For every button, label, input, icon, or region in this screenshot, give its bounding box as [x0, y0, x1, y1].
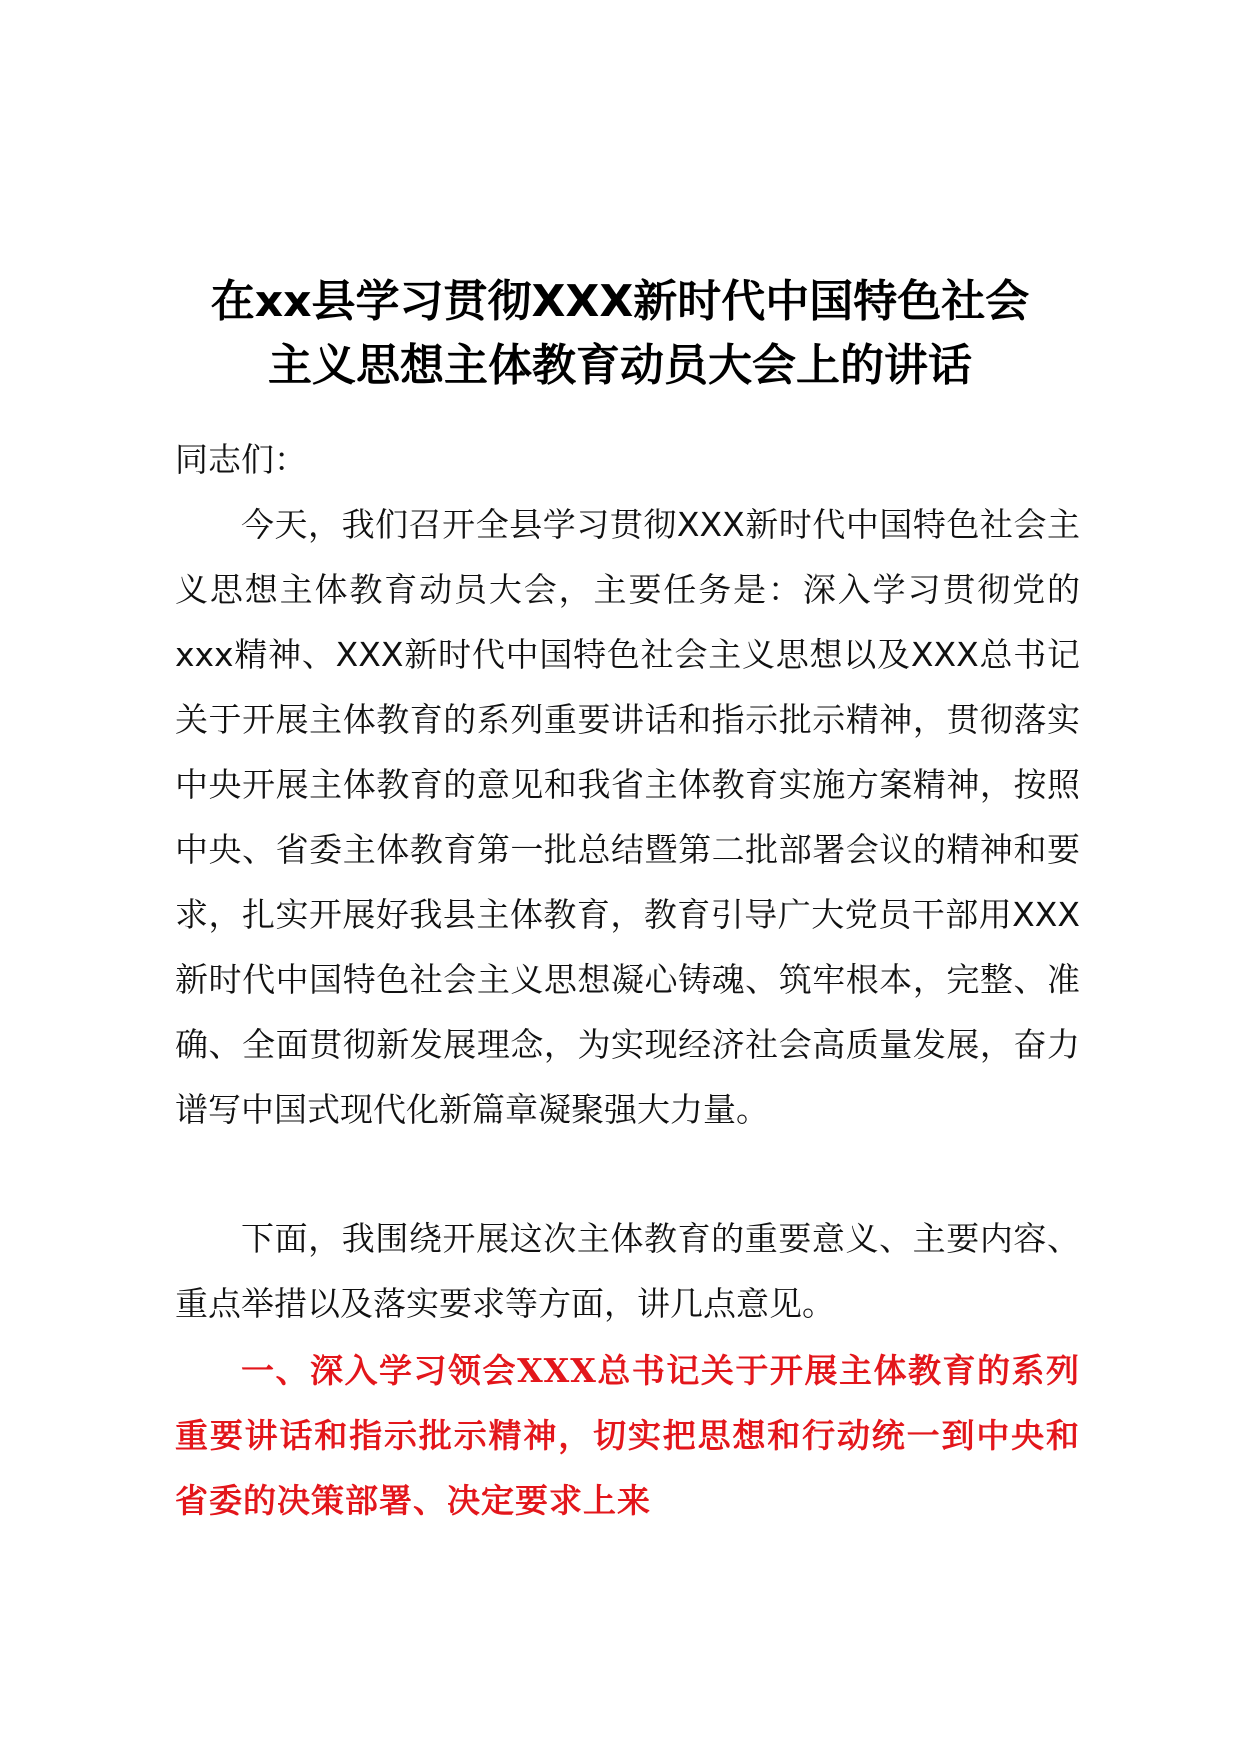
title-line-2: 主义思想主体教育动员大会上的讲话: [268, 340, 972, 391]
section-heading-1: 一、深入学习领会XXX总书记关于开展主体教育的系列重要讲话和指示批示精神，切实把思想和行动统一到中央和省委的决策部署、决定要求上来: [175, 1351, 1080, 1520]
paragraph-intro: 今天，我们召开全县学习贯彻XXX新时代中国特色社会主义思想主体教育动员大会，主要任务是：深入学习贯彻党的xxx精神、XXX新时代中国特色社会主义思想以及XXX总书记关于开展主体教育的系列重要讲话和指示批示精神，贯彻落实中央开展主体教育的意见和我省主体教育实施方案精神，按照中央、省委主体教育第一批总结暨第二批部署会议的精神和要求，扎实开展好我县主体教育，教育引导广大党员干部用XXX新时代中国特色社会主义思想凝心铸魂、筑牢根本，完整、准确、全面贯彻新发展理念，为实现经济社会高质量发展，奋力谱写中国式现代化新篇章凝聚强大力量。: [175, 505, 1080, 1129]
paragraph-outline: 下面，我围绕开展这次主体教育的重要意义、主要内容、重点举措以及落实要求等方面，讲几点意见。: [175, 1219, 1080, 1323]
document-title: [150, 270, 1090, 398]
title-line-1: 在xx县学习贯彻XXX新时代中国特色社会: [210, 276, 1030, 327]
salutation: 同志们：: [175, 440, 307, 479]
